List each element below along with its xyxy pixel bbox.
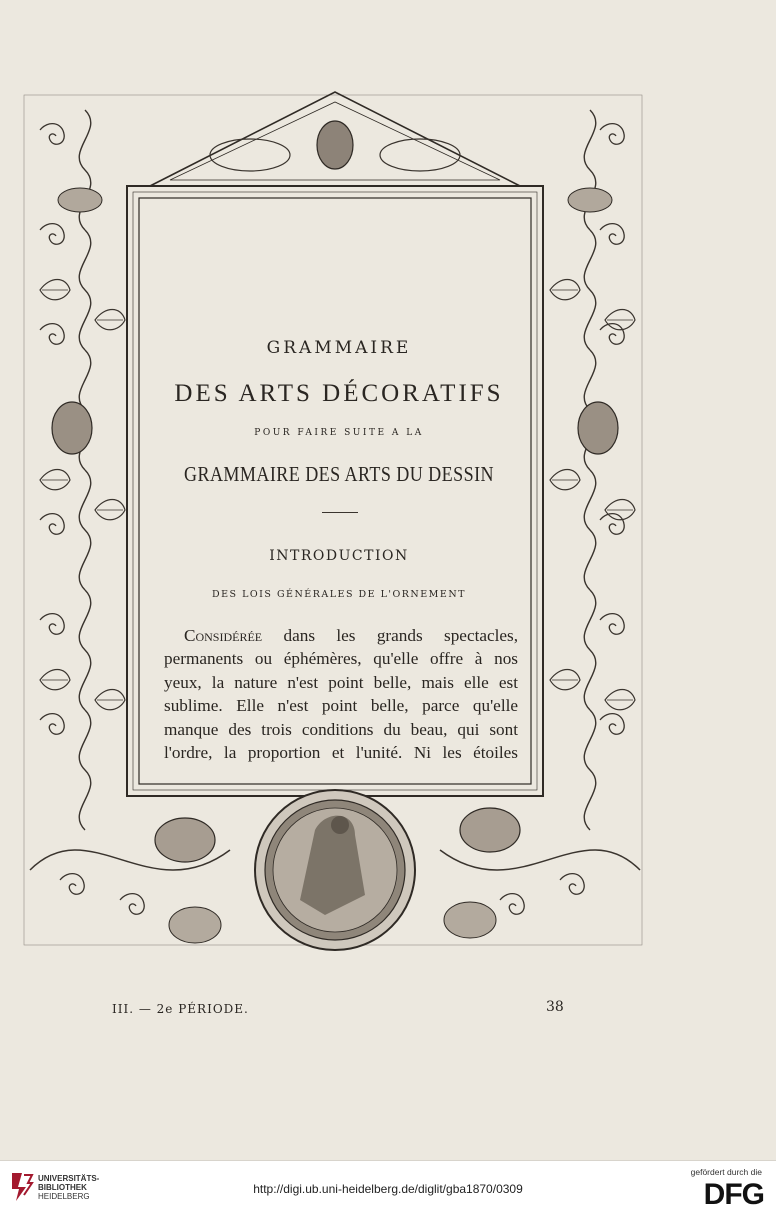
body-paragraph: [164, 624, 518, 764]
dfg-logo: DFG: [703, 1178, 764, 1211]
permalink-url[interactable]: http://digi.ub.uni-heidelberg.de/diglit/gba1870/0309: [253, 1182, 523, 1196]
heading-line3: POUR FAIRE SUITE A LA: [254, 428, 424, 438]
period-label: III. — 2e PÉRIODE.: [112, 1002, 249, 1016]
heading-line1: GRAMMAIRE: [266, 338, 412, 358]
paragraph-line: sublime. Elle n'est point belle, parce qu'elle: [164, 696, 518, 716]
page-number: 38: [546, 999, 564, 1015]
main-title: DES ARTS DÉCORATIFS: [174, 380, 504, 407]
section-subtitle: DES LOIS GÉNÉRALES DE L'ORNEMENT: [211, 589, 466, 600]
section-title: INTRODUCTION: [269, 548, 409, 564]
paragraph-line: yeux, la nature n'est point belle, mais elle est: [164, 672, 518, 692]
paragraph-line: manque des trois conditions du beau, qui sont: [164, 719, 518, 739]
paragraph-line: l'ordre, la proportion et l'unité. Ni les étoiles: [164, 743, 518, 763]
funding-note: gefördert durch die: [690, 1167, 762, 1177]
paragraph-line: permanents ou éphémères, qu'elle offre à nos: [164, 649, 518, 669]
heading-line4: GRAMMAIRE DES ARTS DU DESSIN: [183, 462, 494, 486]
paragraph-first-word: Considérée: [184, 626, 263, 645]
paragraph-line1-rest: dans les grands spectacles,: [262, 626, 518, 645]
library-name-line2: BIBLIOTHEK: [38, 1183, 87, 1192]
library-name-line1: UNIVERSITÄTS-: [38, 1174, 100, 1183]
library-name-line3: HEIDELBERG: [38, 1192, 90, 1201]
title-divider: [322, 512, 358, 513]
viewer-footer-bar: [0, 1160, 776, 1216]
paragraph-line: [164, 624, 518, 647]
